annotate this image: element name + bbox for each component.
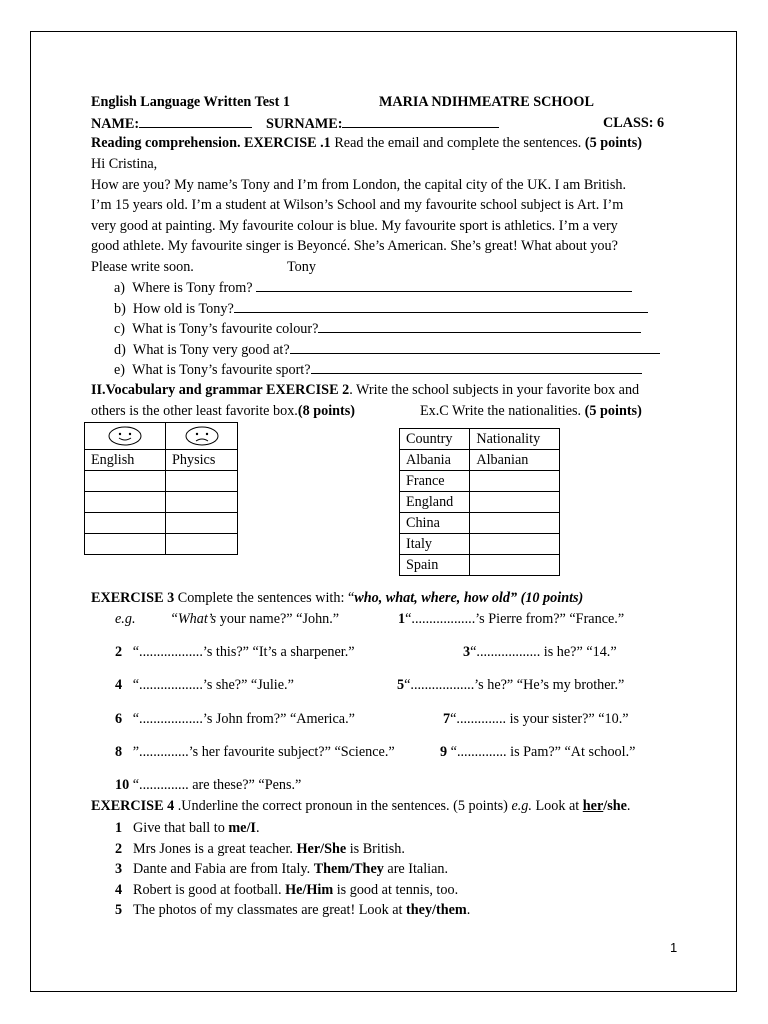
- country-cell: Italy: [400, 534, 470, 555]
- least-favorite-subject-header: Physics: [166, 450, 238, 471]
- ex4-item: 2 Mrs Jones is a great teacher. Her/She is British.: [115, 841, 405, 857]
- nationality-cell[interactable]: [470, 513, 560, 534]
- favorite-subject-header: English: [85, 450, 166, 471]
- question-c: c) What is Tony’s favourite colour?: [114, 318, 641, 339]
- pronoun-choice[interactable]: me/I: [228, 820, 256, 836]
- ex4-heading: EXERCISE 4 .Underline the correct pronoun in the sentences. (5 points) e.g. Look at her/she.: [91, 798, 631, 814]
- ex3-item: 1“..................’s Pierre from?” “France.”: [398, 611, 625, 627]
- surname-blank[interactable]: [342, 113, 499, 128]
- favorite-cell[interactable]: [85, 513, 166, 534]
- email-signature: Tony: [287, 259, 316, 275]
- exc-heading: Ex.C Write the nationalities. (5 points): [420, 403, 642, 419]
- nationality-header: Nationality: [470, 429, 560, 450]
- test-title: English Language Written Test 1: [91, 94, 290, 110]
- least-favorite-cell[interactable]: [166, 471, 238, 492]
- question-b: b) How old is Tony?: [114, 298, 648, 319]
- ex3-item: 3“.................. is he?” “14.”: [463, 644, 617, 660]
- question-e: e) What is Tony’s favourite sport?: [114, 359, 642, 380]
- answer-e-blank[interactable]: [311, 359, 642, 374]
- country-cell: France: [400, 471, 470, 492]
- vocab-line2: others is the other least favorite box.(8 points): [91, 403, 355, 419]
- nationality-cell[interactable]: [470, 555, 560, 576]
- email-line: How are you? My name’s Tony and I’m from London, the capital city of the UK. I am British.: [91, 177, 626, 193]
- least-favorite-cell[interactable]: [166, 513, 238, 534]
- ex3-item: 5“..................’s he?” “He’s my brother.”: [397, 677, 625, 693]
- pronoun-choice[interactable]: He/Him: [285, 882, 334, 898]
- pronoun-choice[interactable]: Her/She: [296, 841, 347, 857]
- school-name: MARIA NDIHMEATRE SCHOOL: [379, 94, 594, 110]
- email-line: I’m 15 years old. I’m a student at Wilson’s School and my favourite school subject is Art. I’m: [91, 197, 624, 213]
- sad-face-icon: [185, 426, 219, 446]
- least-favorite-cell[interactable]: [166, 534, 238, 555]
- ex3-heading: EXERCISE 3 Complete the sentences with: “who, what, where, how old” (10 points): [91, 590, 584, 606]
- country-cell: England: [400, 492, 470, 513]
- answer-b-blank[interactable]: [234, 298, 648, 313]
- ex3-item: 7“.............. is your sister?” “10.”: [443, 711, 629, 727]
- country-header: Country: [400, 429, 470, 450]
- ex4-item: 1 Give that ball to me/I.: [115, 820, 260, 836]
- ex3-item: 2 “..................’s this?” “It’s a sharpener.”: [115, 644, 355, 660]
- name-blank[interactable]: [139, 113, 252, 128]
- ex3-item: 9 “.............. is Pam?” “At school.”: [440, 744, 636, 760]
- email-greeting: Hi Cristina,: [91, 156, 158, 172]
- ex3-item: 10 “.............. are these?” “Pens.”: [115, 777, 302, 793]
- favorite-cell[interactable]: [85, 534, 166, 555]
- nationality-cell[interactable]: [470, 492, 560, 513]
- surname-label: SURNAME:: [266, 116, 343, 132]
- nationality-cell: Albanian: [470, 450, 560, 471]
- answer-c-blank[interactable]: [318, 318, 641, 333]
- class-label: CLASS: 6: [603, 115, 665, 131]
- email-line: very good at painting. My favourite colour is blue. My favourite sport is athletics. I’m a very: [91, 218, 618, 234]
- country-cell: China: [400, 513, 470, 534]
- name-label: NAME:: [91, 116, 140, 132]
- happy-face-icon: [108, 426, 142, 446]
- pronoun-choice[interactable]: Them/They: [313, 861, 384, 877]
- nationality-cell[interactable]: [470, 534, 560, 555]
- surname-field[interactable]: [266, 113, 499, 134]
- vocab-heading: II.Vocabulary and grammar EXERCISE 2. Write the school subjects in your favorite box and: [91, 382, 640, 398]
- email-line: good athlete. My favourite singer is Beyoncé. She’s American. She’s great! What about you?: [91, 238, 618, 254]
- page-number: 1: [670, 940, 678, 955]
- country-cell: Spain: [400, 555, 470, 576]
- nationality-cell[interactable]: [470, 471, 560, 492]
- answer-d-blank[interactable]: [290, 339, 660, 354]
- ex3-example: e.g. “What’s your name?” “John.”: [115, 611, 340, 627]
- subjects-table: [84, 422, 238, 555]
- sad-cell: [166, 423, 238, 450]
- reading-heading: Reading comprehension. EXERCISE .1 Read the email and complete the sentences. (5 points): [91, 135, 643, 151]
- country-cell: Albania: [400, 450, 470, 471]
- ex3-item: 8 ”..............’s her favourite subject?” “Science.”: [115, 744, 395, 760]
- name-field[interactable]: [91, 113, 252, 134]
- pronoun-choice[interactable]: they/them: [406, 902, 467, 918]
- ex4-item: 5 The photos of my classmates are great! Look at they/them.: [115, 902, 471, 918]
- email-closing: Please write soon.: [91, 259, 194, 275]
- question-d: d) What is Tony very good at?: [114, 339, 660, 360]
- favorite-cell[interactable]: [85, 492, 166, 513]
- ex4-item: 4 Robert is good at football. He/Him is good at tennis, too.: [115, 882, 459, 898]
- nationalities-table: [399, 428, 560, 576]
- least-favorite-cell[interactable]: [166, 492, 238, 513]
- smiley-cell: [85, 423, 166, 450]
- ex4-item: 3 Dante and Fabia are from Italy. Them/They are Italian.: [115, 861, 449, 877]
- ex3-item: 4 “..................’s she?” “Julie.”: [115, 677, 294, 693]
- answer-a-blank[interactable]: [256, 277, 632, 292]
- favorite-cell[interactable]: [85, 471, 166, 492]
- question-a: a) Where is Tony from?: [114, 277, 632, 298]
- ex3-item: 6 “..................’s John from?” “America.”: [115, 711, 355, 727]
